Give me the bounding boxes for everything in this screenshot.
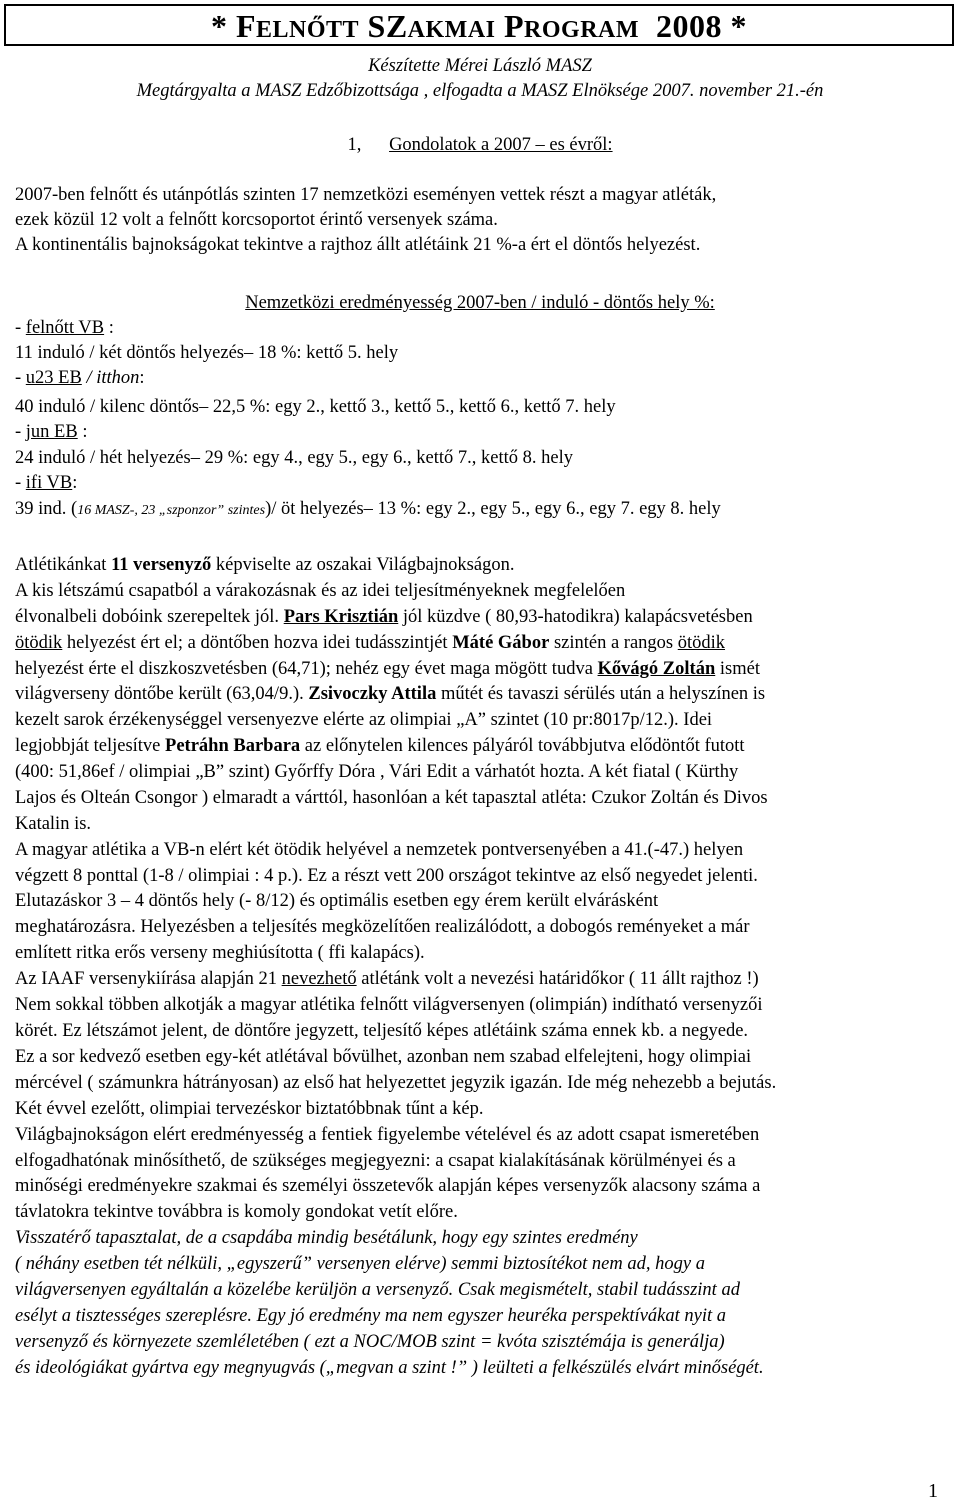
results-ifi-label [15,471,77,495]
results-ifi-detail [15,497,721,523]
list-dash: - [15,473,26,493]
intro-line-1: 2007-ben felnőtt és utánpótlás szinten 17 nemzetközi eseményen vettek részt a magyar atléták, [15,185,717,205]
body-line: Lajos és Olteán Csongor ) elmaradt a várttól, hasonlóan a két tapasztal atléta: Czukor Zoltán és Divos [15,788,768,808]
text-run: jól küzdve ( 80,93-hatodikra) kalapácsvetésben [398,607,753,627]
closing-line: és ideológiákat gyártva egy megnyugvás („megvan a szint !” ) leülteti a felkészülés elvárt minőségét. [15,1358,764,1378]
text-run: legjobbját teljesítve [15,736,166,756]
text-run: élvonalbeli dobóink szerepeltek jól. [15,607,284,627]
jun-label: jun EB [25,422,78,442]
title-word1-rest: ELNŐTT [256,17,360,43]
results-u23-detail: 40 induló / kilenc döntős– 22,5 %: egy 2., kettő 3., kettő 5., kettő 6., kettő 7. hely [15,397,616,417]
label-colon: : [77,422,88,442]
body-line: Katalin is. [15,814,92,834]
text-run: Az IAAF versenykiírása alapján 21 [15,969,282,989]
ifi-label: ifi VB [25,473,73,493]
body-line: Ez a sor kedvező esetben egy-két atlétával bővülhet, azonban nem szabad elfelejteni, hogy olimpiai [15,1047,752,1067]
title-star-right: * [730,8,748,44]
label-colon: : [72,473,78,493]
text-run: műtét és tavaszi sérülés után a helyszínen is [436,684,766,704]
results-jun-detail: 24 induló / hét helyezés– 29 %: egy 4., egy 5., egy 6., kettő 7., kettő 8. hely [15,448,573,468]
title-word3-initial: P [504,8,525,44]
body-line: említett ritka erős verseny meghiúsította ( ffi kalapács). [15,943,425,963]
text-run: helyezést érte el diszkoszvetésben (64,71); nehéz egy évet maga mögött tudva [15,659,598,679]
label-colon: : [139,368,145,388]
body-line: A magyar atlétika a VB-n elért két ötödik helyével a nemzetek pontversenyében a 41.(-47.) helyen [15,840,744,860]
title-year: 2008 [656,8,723,44]
results-heading: Nemzetközi eredményesség 2007-ben / induló - döntős hely %: [245,293,715,313]
body-line: elfogadhatónak minősíthető, de szükséges megjegyezni: a csapat kialakításának körülményei és a [15,1151,736,1171]
document-title [6,6,952,50]
body-line: Nem sokkal többen alkotják a magyar atlétika felnőtt világversenyen (olimpián) indítható versenyzői [15,995,763,1015]
text-run: helyezést ért el; a döntőben hozva idei tudásszintjét [62,633,453,653]
list-dash: - [15,422,26,442]
text-run: szintén a rangos [549,633,678,653]
section-number: 1, [347,135,362,155]
body-line: kezelt sarok érzékenységgel versenyezve elérte az olimpiai „A” szintet (10 pr:8017p/12.). Idei [15,710,713,730]
title-box [4,4,954,46]
body-line [15,967,759,991]
vb-label: felnőtt VB [25,318,105,338]
body-line: körét. Ez létszámot jelent, de döntőre jegyzett, teljesítő képes atlétáink száma ennek kb. a negyede. [15,1021,749,1041]
text-run: az előnytelen kilences pályáról továbbjutva elődöntőt futott [300,736,745,756]
ifi-detail-start: 39 ind. ( [15,499,78,519]
body-line [15,734,745,758]
section-heading [0,133,960,157]
closing-line: ( néhány esetben tét nélküli, „egyszerű” versenyen elérve) semmi biztosítékot nem ad, hogy a [15,1254,705,1274]
title-word2-initial: SZ [367,8,408,44]
body-line: meghatározásra. Helyezésben a teljesítés megközelítően realizálódott, a dobogós reményeket a már [15,917,750,937]
list-dash: - [15,368,26,388]
section-title: Gondolatok a 2007 – es évről: [389,135,613,155]
athlete-name: Kővágó Zoltán [597,659,716,679]
text-run: képviselte az oszakai Világbajnokságon. [211,555,515,575]
title-word2-rest: AKMAI [407,17,496,43]
underlined-text: nevezhető [281,969,357,989]
results-jun-label [15,420,87,444]
intro-line-2: ezek közül 12 volt a felnőtt korcsoportot érintő versenyek száma. [15,210,498,230]
text-run: világverseny döntőbe került (63,04/9.). [15,684,309,704]
u23-itthon: itthon [96,368,140,388]
body-line: A kis létszámú csapatból a várakozásnak és az idei teljesítményeknek megfelelően [15,581,626,601]
body-line: végzett 8 ponttal (1-8 / olimpiai : 4 p.). Ez a részt vett 200 országot tekintve az első negyedet jelenti. [15,866,758,886]
closing-line: esélyt a tisztességes szereplésre. Egy jó eredmény ma nem egyszer heuréka perspektívákat nyit a [15,1306,727,1326]
results-vb-detail: 11 induló / két döntős helyezés– 18 %: kettő 5. hely [15,343,399,363]
text-run: ismét [715,659,760,679]
title-star-left: * [210,8,228,44]
results-vb-label [15,316,114,340]
approval-line: Megtárgyalta a MASZ Edzőbizottsága , elfogadta a MASZ Elnöksége 2007. november 21.-én [136,81,824,101]
intro-line-3: A kontinentális bajnokságokat tekintve a rajthoz állt atlétáink 21 %-a ért el döntős helyezést. [15,235,701,255]
body-line: minőségi eredményekre szakmai és személyi összetevők alapján képes versenyzők alacsony száma a [15,1176,761,1196]
body-line [15,657,760,681]
body-line [15,605,753,629]
underlined-text: ötödik [677,633,726,653]
page-number: 1 [928,1480,938,1502]
u23-label: u23 EB [25,368,82,388]
ifi-detail-end: )/ öt helyezés– 13 %: egy 2., egy 5., egy 6., egy 7. egy 8. hely [265,499,721,519]
body-line: Elutazáskor 3 – 4 döntős hely (- 8/12) és optimális esetben egy érem került elvárásként [15,891,659,911]
body-line: Világbajnokságon elért eredményesség a fentiek figyelembe vételével és az adott csapat ismeretében [15,1125,760,1145]
body-line [15,553,514,577]
list-dash: - [15,318,26,338]
title-word1-initial: F [235,8,256,44]
closing-line: világversenyen egyáltalán a közelébe kerüljön a versenyző. Csak megismételt, stabil tudásszint ad [15,1280,740,1300]
slash-separator: / [81,368,97,388]
underlined-text: ötödik [15,633,63,653]
title-word3-rest: ROGRAM [524,17,640,43]
author-line: Készítette Mérei László MASZ [368,56,592,76]
athlete-name: Petráhn Barbara [165,736,301,756]
body-line [15,631,725,655]
bold-text: 11 versenyző [111,555,212,575]
athlete-name: Máté Gábor [452,633,550,653]
text-run: atlétánk volt a nevezési határidőkor ( 11 állt rajthoz !) [356,969,759,989]
label-colon: : [104,318,114,338]
closing-line: versenyző és környezete szemléletében ( ezt a NOC/MOB szint = kvóta szisztémája is generálja) [15,1332,725,1352]
results-u23-label [15,366,145,390]
body-line [15,682,765,706]
body-line: mércével ( számunkra hátrányosan) az első hat helyezettet jegyzik igazán. Ide még nehezebb a bejutás. [15,1073,777,1093]
closing-line: Visszatérő tapasztalat, de a csapdába mindig besétálunk, hogy egy szintes eredmény [15,1228,638,1248]
ifi-detail-note: 16 MASZ-, 23 „szponzor” szintes [77,503,266,518]
body-line: távlatokra tekintve továbbra is komoly gondokat vetít előre. [15,1202,458,1222]
athlete-name: Pars Krisztián [283,607,399,627]
athlete-name: Zsivoczky Attila [308,684,437,704]
body-line: Két évvel ezelőtt, olimpiai tervezéskor biztatóbbnak tűnt a kép. [15,1099,484,1119]
text-run: Atlétikánkat [15,555,112,575]
body-line: (400: 51,86ef / olimpiai „B” szint) Győrffy Dóra , Vári Edit a várhatót hozta. A két fiatal ( Kürthy [15,762,739,782]
